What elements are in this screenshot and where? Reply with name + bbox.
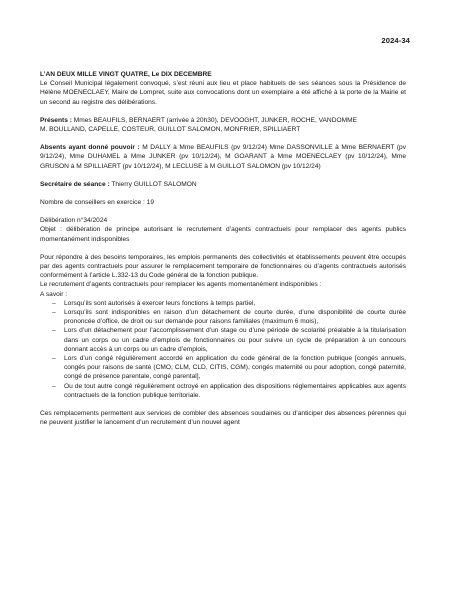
list-item — [40, 308, 406, 326]
presents-text-men: M. BOULLAND, CAPELLE, COSTEUR, GUILLOT SALOMON, MONFRIER, SPILLIAERT — [40, 126, 301, 134]
secretary-paragraph — [40, 180, 406, 189]
dash-marker: – — [52, 309, 56, 317]
spacer — [40, 171, 406, 180]
a-savoir-label: A savoir : — [40, 290, 68, 298]
list-item-text: Lors d’un congé régulièrement accordé en application du code général de la fonction publique [congés annuels, congés pour raisons de santé (CMO, CLM, CLD, CITIS, CGM), congés maternité ou pour adoption, congé paternité, congé de présence parentale, congé parental], — [64, 355, 406, 381]
list-item-text: Ou de tout autre congé régulièrement octroyé en application des dispositions réglementaires applicables aux agents contractuels de la fonction publique territoriale. — [64, 382, 406, 399]
spacer — [40, 107, 406, 116]
presents-text: Mmes BEAUFILS, BERNAERT (arrivée à 20h30), DEVOOGHT, JUNKER, ROCHE, VANDOMME — [73, 116, 357, 124]
presents-label: Présents : — [40, 116, 72, 124]
deliberation-number: Délibération n°34/2024 — [40, 217, 108, 225]
dash-marker: – — [52, 355, 56, 363]
list-item — [40, 326, 406, 354]
spacer — [40, 189, 406, 198]
absents-text: M DALLY à Mme BEAUFILS (pv 9/12/24) Mme DASSONVILLE à Mme BERNAERT (pv 9/12/24), Mme DUHAMEL à Mme JUNKER (pv 10/12/24), M GOARANT à Mme MOENECLAEY (pv 10/12/24), Mme GRUSON à M SPILLIAERT (pv 10/12/24), M LECLUSE à M GUILLOT SALOMON (pv 10/12/24) — [40, 144, 407, 170]
dash-marker: – — [52, 327, 56, 335]
document-reference: 2024-34 — [381, 36, 410, 45]
intro-paragraph: Le Conseil Municipal légalement convoqué, s’est réuni aux lieu et place habituels de ses séances sous la Présidence de Hélène MOENECLAEY, Maire de Lompret, suite aux convocations dont un exemplaire a été affiché à la porte de la Mairie et un second au registre des délibérations. — [40, 80, 406, 106]
counsellors-count: Nombre de conseillers en exercice : 19 — [40, 199, 154, 207]
secretary-label: Secrétaire de séance : — [40, 180, 110, 188]
list-item — [40, 354, 406, 382]
absents-label: Absents ayant donné pouvoir : — [40, 144, 140, 152]
cases-list — [40, 299, 406, 400]
list-item-text: Lorsqu’ils sont indisponibles en raison d’un détachement de courte durée, d’une disponibilité de courte durée prononcée d’office, de droit ou sur demande pour raisons familiales (maximum 6 mois), — [64, 309, 406, 326]
spacer — [40, 244, 406, 253]
paragraph-replacements: Ces remplacements permettent aux services de combler des absences soudaines ou d’anticiper des absences pérennes qui ne peuvent justifier le lancement d’un recrutement d’un nouvel agent — [40, 410, 406, 427]
list-item — [40, 299, 406, 308]
spacer — [40, 134, 406, 143]
meeting-heading: L’AN DEUX MILLE VINGT QUATRE, Le DIX DECEMBRE — [40, 71, 212, 78]
dash-marker: – — [52, 299, 56, 307]
list-item-text: Lors d’un détachement pour l’accomplissement d’un stage ou d’une période de scolarité préalable à la titularisation dans un corps ou un cadre d’emplois de fonctionnaires ou pour suivre un cycle de préparation à un concours donnant accès à un corps ou un cadre d’emplois, — [64, 327, 406, 353]
deliberation-object: Objet : délibération de principe autorisant le recrutement d’agents contractuels pour remplacer des agents publics momentanément indisponibles — [40, 226, 406, 243]
paragraph-recruitment: Le recrutement d’agents contractuels pour remplacer les agents momentanément indisponibles : — [40, 281, 322, 289]
spacer — [40, 207, 406, 216]
list-item-text: Lorsqu’ils sont autorisés à exercer leurs fonctions à temps partiel, — [64, 299, 256, 307]
dash-marker: – — [52, 382, 56, 390]
presents-paragraph — [40, 116, 406, 125]
paragraph-needs: Pour répondre à des besoins temporaires, les emplois permanents des collectivités et établissements peuvent être occupés par des agents contractuels pour assurer le remplacement temporaire de fonctionnaires ou d’agents contractuels autorisés conformément à l’article L.332-13 du Code général de la fonction publique. — [40, 253, 406, 280]
spacer — [40, 400, 406, 409]
absents-paragraph — [40, 143, 406, 171]
secretary-name: Thierry GUILLOT SALOMON — [111, 180, 197, 188]
document-body — [40, 70, 406, 428]
list-item — [40, 382, 406, 400]
